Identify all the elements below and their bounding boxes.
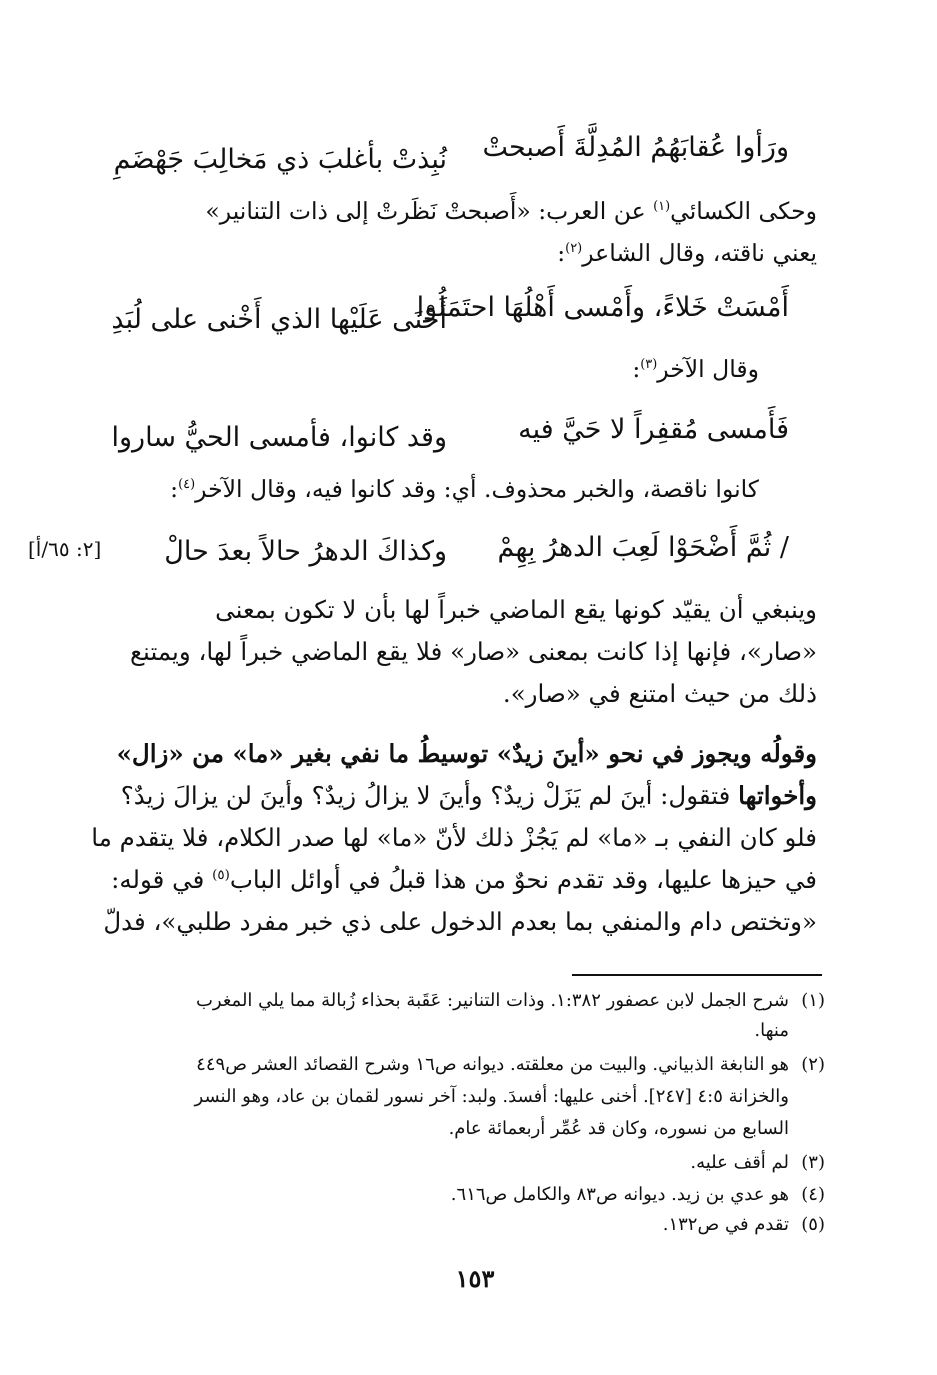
prose-line-shaer [557, 236, 817, 270]
footnote-1-line-2: منها. [754, 1020, 789, 1041]
footnote-3-line-1: لم أقف عليه. [690, 1152, 789, 1173]
prose-line-qawluhu-1: وقولُه ويجوز في نحو «أينَ زيدٌ» توسيطُ ما نفي بغير «ما» من «زال» [116, 739, 817, 768]
prose-text: كانوا ناقصة، والخبر محذوف. أي: وقد كانوا فيه، وقال الآخر [195, 475, 759, 503]
prose-line-qawluhu-5: «وتختص دام والمنفي بما بعدم الدخول على ذي خبر مفرد طلبي»، فدلّ [103, 907, 817, 936]
footnote-ref: (٣) [640, 357, 658, 373]
footnote-2-line-2: والخزانة ٤:٥ [٢٤٧]. أخنى عليها: أفسدَ. ولبد: آخر نسور لقمان بن عاد، وهو النسر [194, 1086, 789, 1107]
prose-text-bold: وأخواتها [738, 781, 817, 810]
footnote-3-number: (٣) [801, 1152, 825, 1173]
footnote-ref: (١) [653, 199, 671, 215]
prose-line-kisai [205, 194, 817, 228]
prose-line-yanbaghi-1: وينبغي أن يقيّد كونها يقع الماضي خبراً لها بأن لا تكون بمعنى [215, 595, 817, 624]
prose-line-yanbaghi-2: «صار»، فإنها إذا كانت بمعنى «صار» فلا يقع الماضي خبراً لها، ويمتنع [130, 637, 817, 666]
prose-text: في حيزها عليها، وقد تقدم نحوٌ من هذا قبلُ في أوائل الباب [229, 865, 817, 894]
footnote-5-number: (٥) [801, 1214, 825, 1235]
prose-line-akhar-1 [632, 352, 759, 386]
prose-text: وقال الآخر [657, 355, 759, 383]
verse-1-first-hemistich: ورَأوا عُقابَهُمُ المُدِلَّةَ أَصبحتْ [482, 132, 789, 163]
footnote-ref: (٢) [565, 241, 583, 257]
footnote-4-line-1: هو عدي بن زيد. ديوانه ص٨٣ والكامل ص٦١٦. [450, 1184, 789, 1205]
verse-2-first-hemistich: أَمْسَتْ خَلاءً، وأَمْسى أَهْلُهَا احتَمَلُوا [416, 292, 789, 323]
footnote-ref: (٤) [178, 477, 196, 493]
footnote-1-line-1: شرح الجمل لابن عصفور ١:٣٨٢. وذات التنانير: عَقَبة بحذاء زُبالة مما يلي المغرب [195, 990, 789, 1011]
verse-3-second-hemistich: وقد كانوا، فأمسى الحيُّ ساروا [111, 422, 447, 453]
prose-text: يعني ناقته، وقال الشاعر [582, 239, 817, 267]
prose-text: في قوله: [111, 865, 213, 894]
prose-line-qawluhu-3: فلو كان النفي بـ «ما» لم يَجُزْ ذلك لأنّ «ما» لها صدر الكلام، فلا يتقدم ما [91, 823, 817, 852]
verse-4-first-hemistich: / ثُمَّ أَضْحَوْا لَعِبَ الدهرُ بِهِمْ [497, 532, 789, 563]
verse-3-first-hemistich: فَأَمسى مُقفِراً لا حَيَّ فيه [518, 414, 789, 445]
prose-line-qawluhu-4 [111, 860, 817, 900]
prose-line-qawluhu-2 [121, 776, 817, 816]
footnote-separator [572, 974, 822, 976]
footnote-2-line-1: هو النابغة الذبياني. والبيت من معلقته. ديوانه ص١٦ وشرح القصائد العشر ص٤٤٩ [196, 1054, 789, 1075]
prose-text: : [170, 475, 179, 503]
prose-text: : [632, 355, 641, 383]
prose-text: : [557, 239, 566, 267]
prose-line-yanbaghi-3: ذلك من حيث امتنع في «صار». [502, 679, 817, 708]
manuscript-folio-reference: [٢: ٦٥/أ] [28, 537, 102, 561]
page-number: ١٥٣ [455, 1264, 495, 1293]
verse-1-second-hemistich: نُبِذتْ بأغلبَ ذي مَخالِبَ جَهْضَمِ [113, 144, 447, 175]
footnote-ref: (٥) [212, 866, 230, 883]
footnote-4-number: (٤) [801, 1184, 825, 1205]
footnote-5-line-1: تقدم في ص١٣٢. [662, 1214, 789, 1235]
verse-2-second-hemistich: أَخْنَى عَلَيْها الذي أَخْنى على لُبَدِ [111, 304, 447, 335]
prose-text: وحكى الكسائي [670, 197, 817, 225]
prose-text: عن العرب: «أَصبحتْ نَظَرتْ إلى ذات التنانير» [205, 197, 646, 225]
footnote-2-number: (٢) [801, 1054, 825, 1075]
prose-text: فتقول: أينَ لم يَزَلْ زيدٌ؟ وأينَ لا يزالُ زيدٌ؟ وأينَ لن يزالَ زيدٌ؟ [120, 781, 739, 810]
prose-line-kanu [170, 472, 759, 506]
footnote-2-line-3: السابع من نسوره، وكان قد عُمِّر أربعمائة عام. [448, 1118, 789, 1139]
verse-4-second-hemistich: وكذاكَ الدهرُ حالاً بعدَ حالْ [164, 536, 447, 567]
footnote-1-number: (١) [801, 990, 825, 1011]
